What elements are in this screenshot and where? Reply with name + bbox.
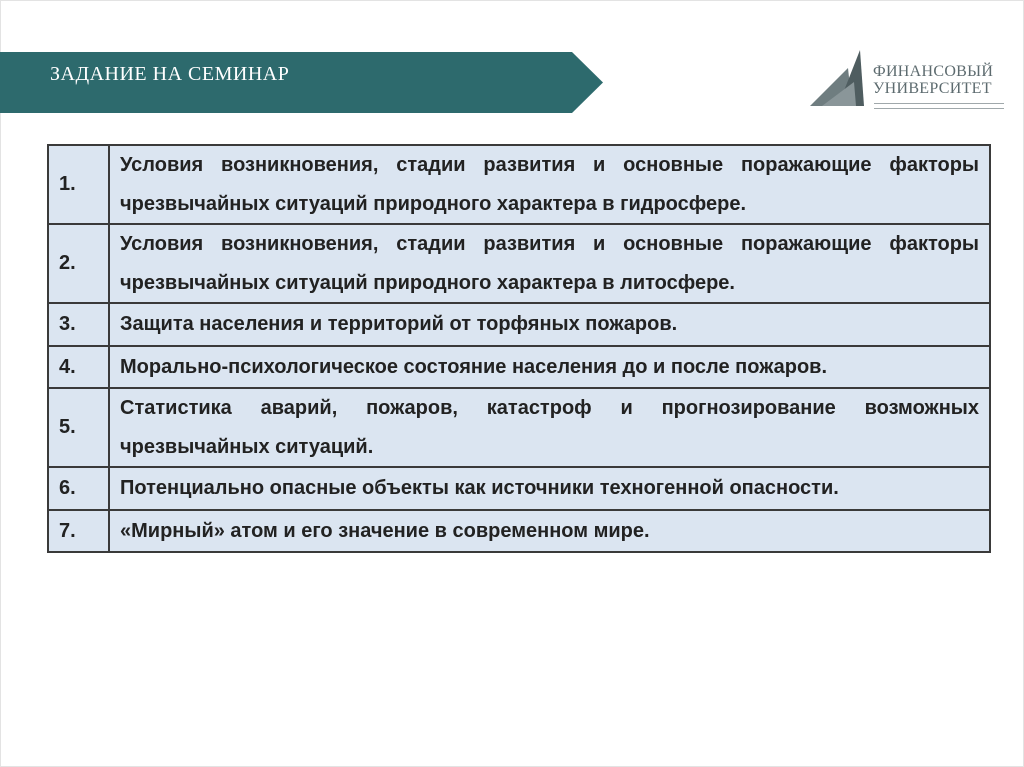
topic-text: Статистика аварий, пожаров, катастроф и прогнозирование возможных чрезвычайных ситуаций. [109,388,990,467]
topic-number: 3. [48,303,109,346]
logo-fine-print [874,103,1004,109]
topic-text: Условия возникновения, стадии развития и основные поражающие факторы чрезвычайных ситуаций природного характера в литосфере. [109,224,990,303]
table-row [48,388,990,467]
topic-number: 4. [48,346,109,389]
topic-number: 2. [48,224,109,303]
table-row [48,303,990,346]
university-logo [808,48,1008,114]
topic-number: 6. [48,467,109,510]
table-row [48,346,990,389]
logo-text-line2: УНИВЕРСИТЕТ [873,80,992,97]
topic-text: Защита населения и территорий от торфяных пожаров. [109,303,990,346]
topic-number: 5. [48,388,109,467]
table-row [48,145,990,224]
table-row [48,467,990,510]
slide-title: ЗАДАНИЕ НА СЕМИНАР [50,63,290,85]
topic-text: «Мирный» атом и его значение в современном мире. [109,510,990,553]
table-row [48,224,990,303]
logo-emblem-icon [808,48,870,110]
topic-number: 7. [48,510,109,553]
topic-text: Условия возникновения, стадии развития и основные поражающие факторы чрезвычайных ситуаций природного характера в гидросфере. [109,145,990,224]
topic-text: Потенциально опасные объекты как источники техногенной опасности. [109,467,990,510]
logo-text-line1: ФИНАНСОВЫЙ [873,63,994,80]
table-row [48,510,990,553]
topic-number: 1. [48,145,109,224]
topic-text: Морально-психологическое состояние населения до и после пожаров. [109,346,990,389]
seminar-topics-table [47,144,991,553]
